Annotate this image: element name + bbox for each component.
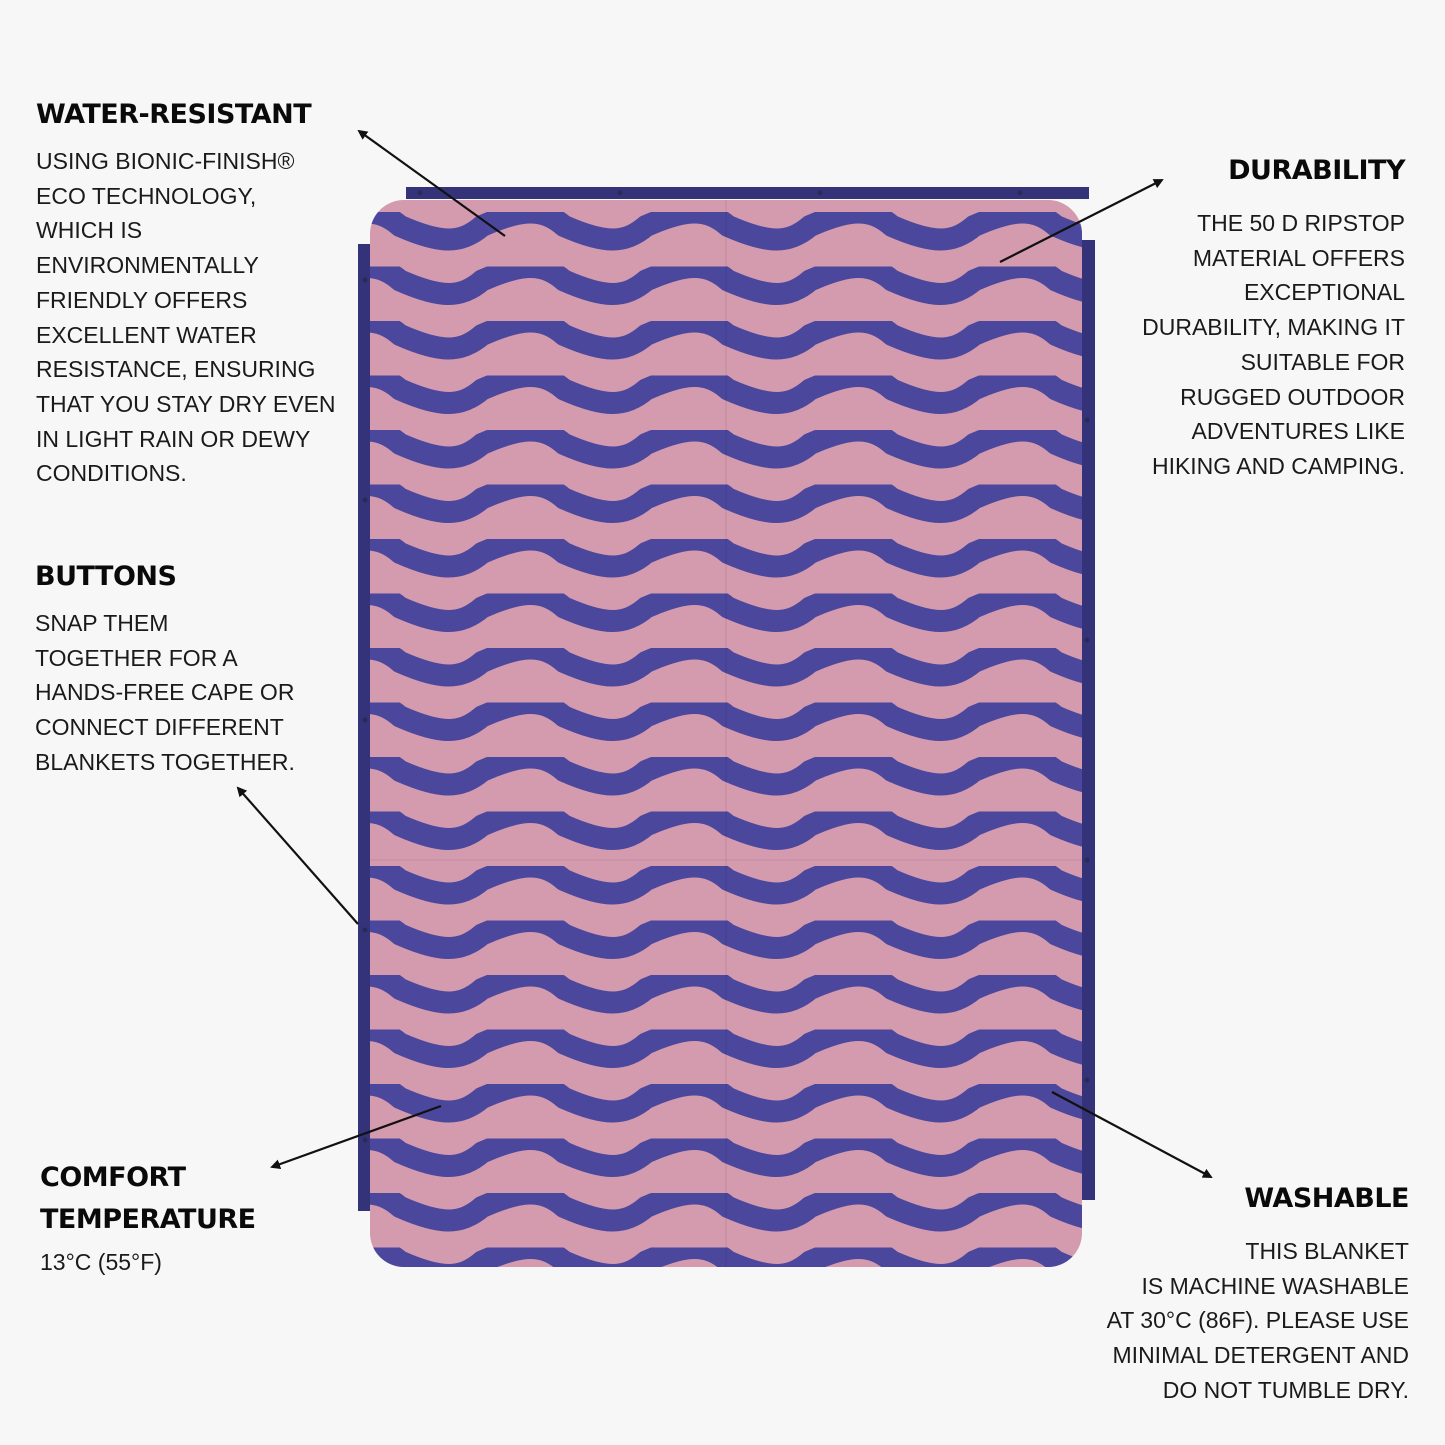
feature-washable xyxy=(1029,1178,1409,1408)
blanket-body xyxy=(370,200,1082,1267)
feature-buttons xyxy=(35,556,355,780)
feature-description: 13°C (55°F) xyxy=(40,1249,162,1275)
feature-title: DURABILITY xyxy=(1228,155,1405,186)
feature-title: WATER-RESISTANT xyxy=(36,99,312,130)
feature-description: USING BIONIC-FINISH® ECO TECHNOLOGY, WHICH IS ENVIRONMENTALLY FRIENDLY OFFERS EXCELLENT WATER RESISTANCE, ENSURING THAT YOU STAY DRY EVEN IN LIGHT RAIN OR DEWY CONDITIONS. xyxy=(36,148,336,487)
blanket-top-edge xyxy=(406,187,1089,199)
feature-title: BUTTONS xyxy=(35,561,177,592)
feature-description: THIS BLANKET IS MACHINE WASHABLE AT 30°C (86F). PLEASE USE MINIMAL DETERGENT AND DO NOT TUMBLE DRY. xyxy=(1106,1238,1409,1403)
feature-description: THE 50 D RIPSTOP MATERIAL OFFERS EXCEPTIONAL DURABILITY, MAKING IT SUITABLE FOR RUGGED OUTDOOR ADVENTURES LIKE HIKING AND CAMPING. xyxy=(1142,210,1405,479)
feature-title: WASHABLE xyxy=(1244,1183,1409,1214)
feature-comfort-temperature xyxy=(40,1157,340,1280)
feature-water-resistant xyxy=(36,94,376,491)
feature-description: SNAP THEM TOGETHER FOR A HANDS-FREE CAPE OR CONNECT DIFFERENT BLANKETS TOGETHER. xyxy=(35,610,295,775)
feature-title: COMFORT TEMPERATURE xyxy=(40,1162,256,1235)
feature-durability xyxy=(1085,150,1405,484)
